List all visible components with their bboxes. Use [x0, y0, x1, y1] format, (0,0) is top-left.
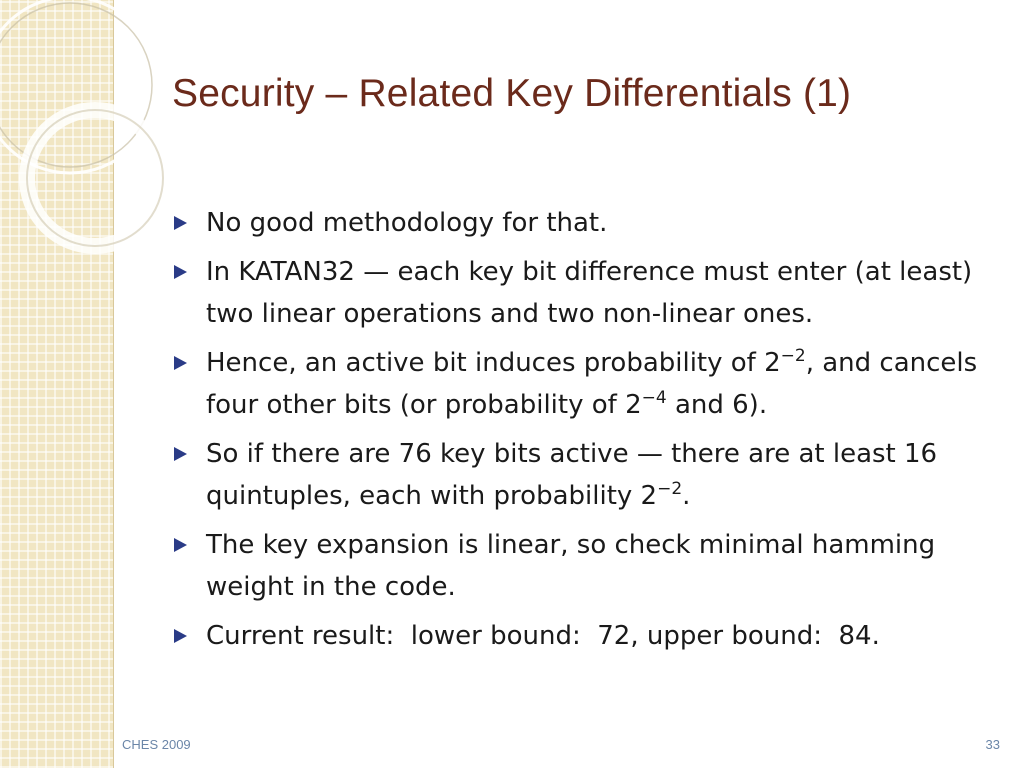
- exponent: −2: [657, 479, 683, 499]
- bullet-arrow-icon: [174, 629, 187, 643]
- bullet-arrow-icon: [174, 356, 187, 370]
- bullet-item: [172, 342, 1002, 426]
- bullet-item: [172, 251, 1002, 335]
- bullet-list: [172, 202, 1002, 664]
- bullet-text: No good methodology for that.: [206, 208, 608, 238]
- slide-number: 33: [985, 737, 1000, 752]
- bullet-arrow-icon: [174, 447, 187, 461]
- bullet-arrow-icon: [174, 216, 187, 230]
- bullet-text: Hence, an active bit induces probability of $2^{-2}$, and cancels four other bits (or probability of $2^{-4}$ and 6).: [206, 346, 978, 420]
- bullet-arrow-icon: [174, 265, 187, 279]
- bullet-item: [172, 615, 1002, 657]
- slide-title: Security – Related Key Differentials (1): [172, 72, 852, 115]
- bullet-item: [172, 524, 1002, 608]
- bullet-text: In KATAN32 — each key bit difference must enter (at least) two linear operations and two non-linear ones.: [206, 257, 973, 329]
- bullet-text: The key expansion is linear, so check minimal hamming weight in the code.: [206, 530, 936, 602]
- bullet-text: Current result: lower bound: 72, upper bound: 84.: [206, 621, 880, 651]
- bullet-item: [172, 202, 1002, 244]
- exponent: −2: [780, 346, 806, 366]
- exponent: −4: [641, 388, 667, 408]
- bullet-arrow-icon: [174, 538, 187, 552]
- bullet-text: So if there are 76 key bits active — there are at least 16 quintuples, each with probability $2^{-2}$.: [206, 439, 938, 511]
- footer-conference: CHES 2009: [122, 737, 191, 752]
- bullet-item: [172, 433, 1002, 517]
